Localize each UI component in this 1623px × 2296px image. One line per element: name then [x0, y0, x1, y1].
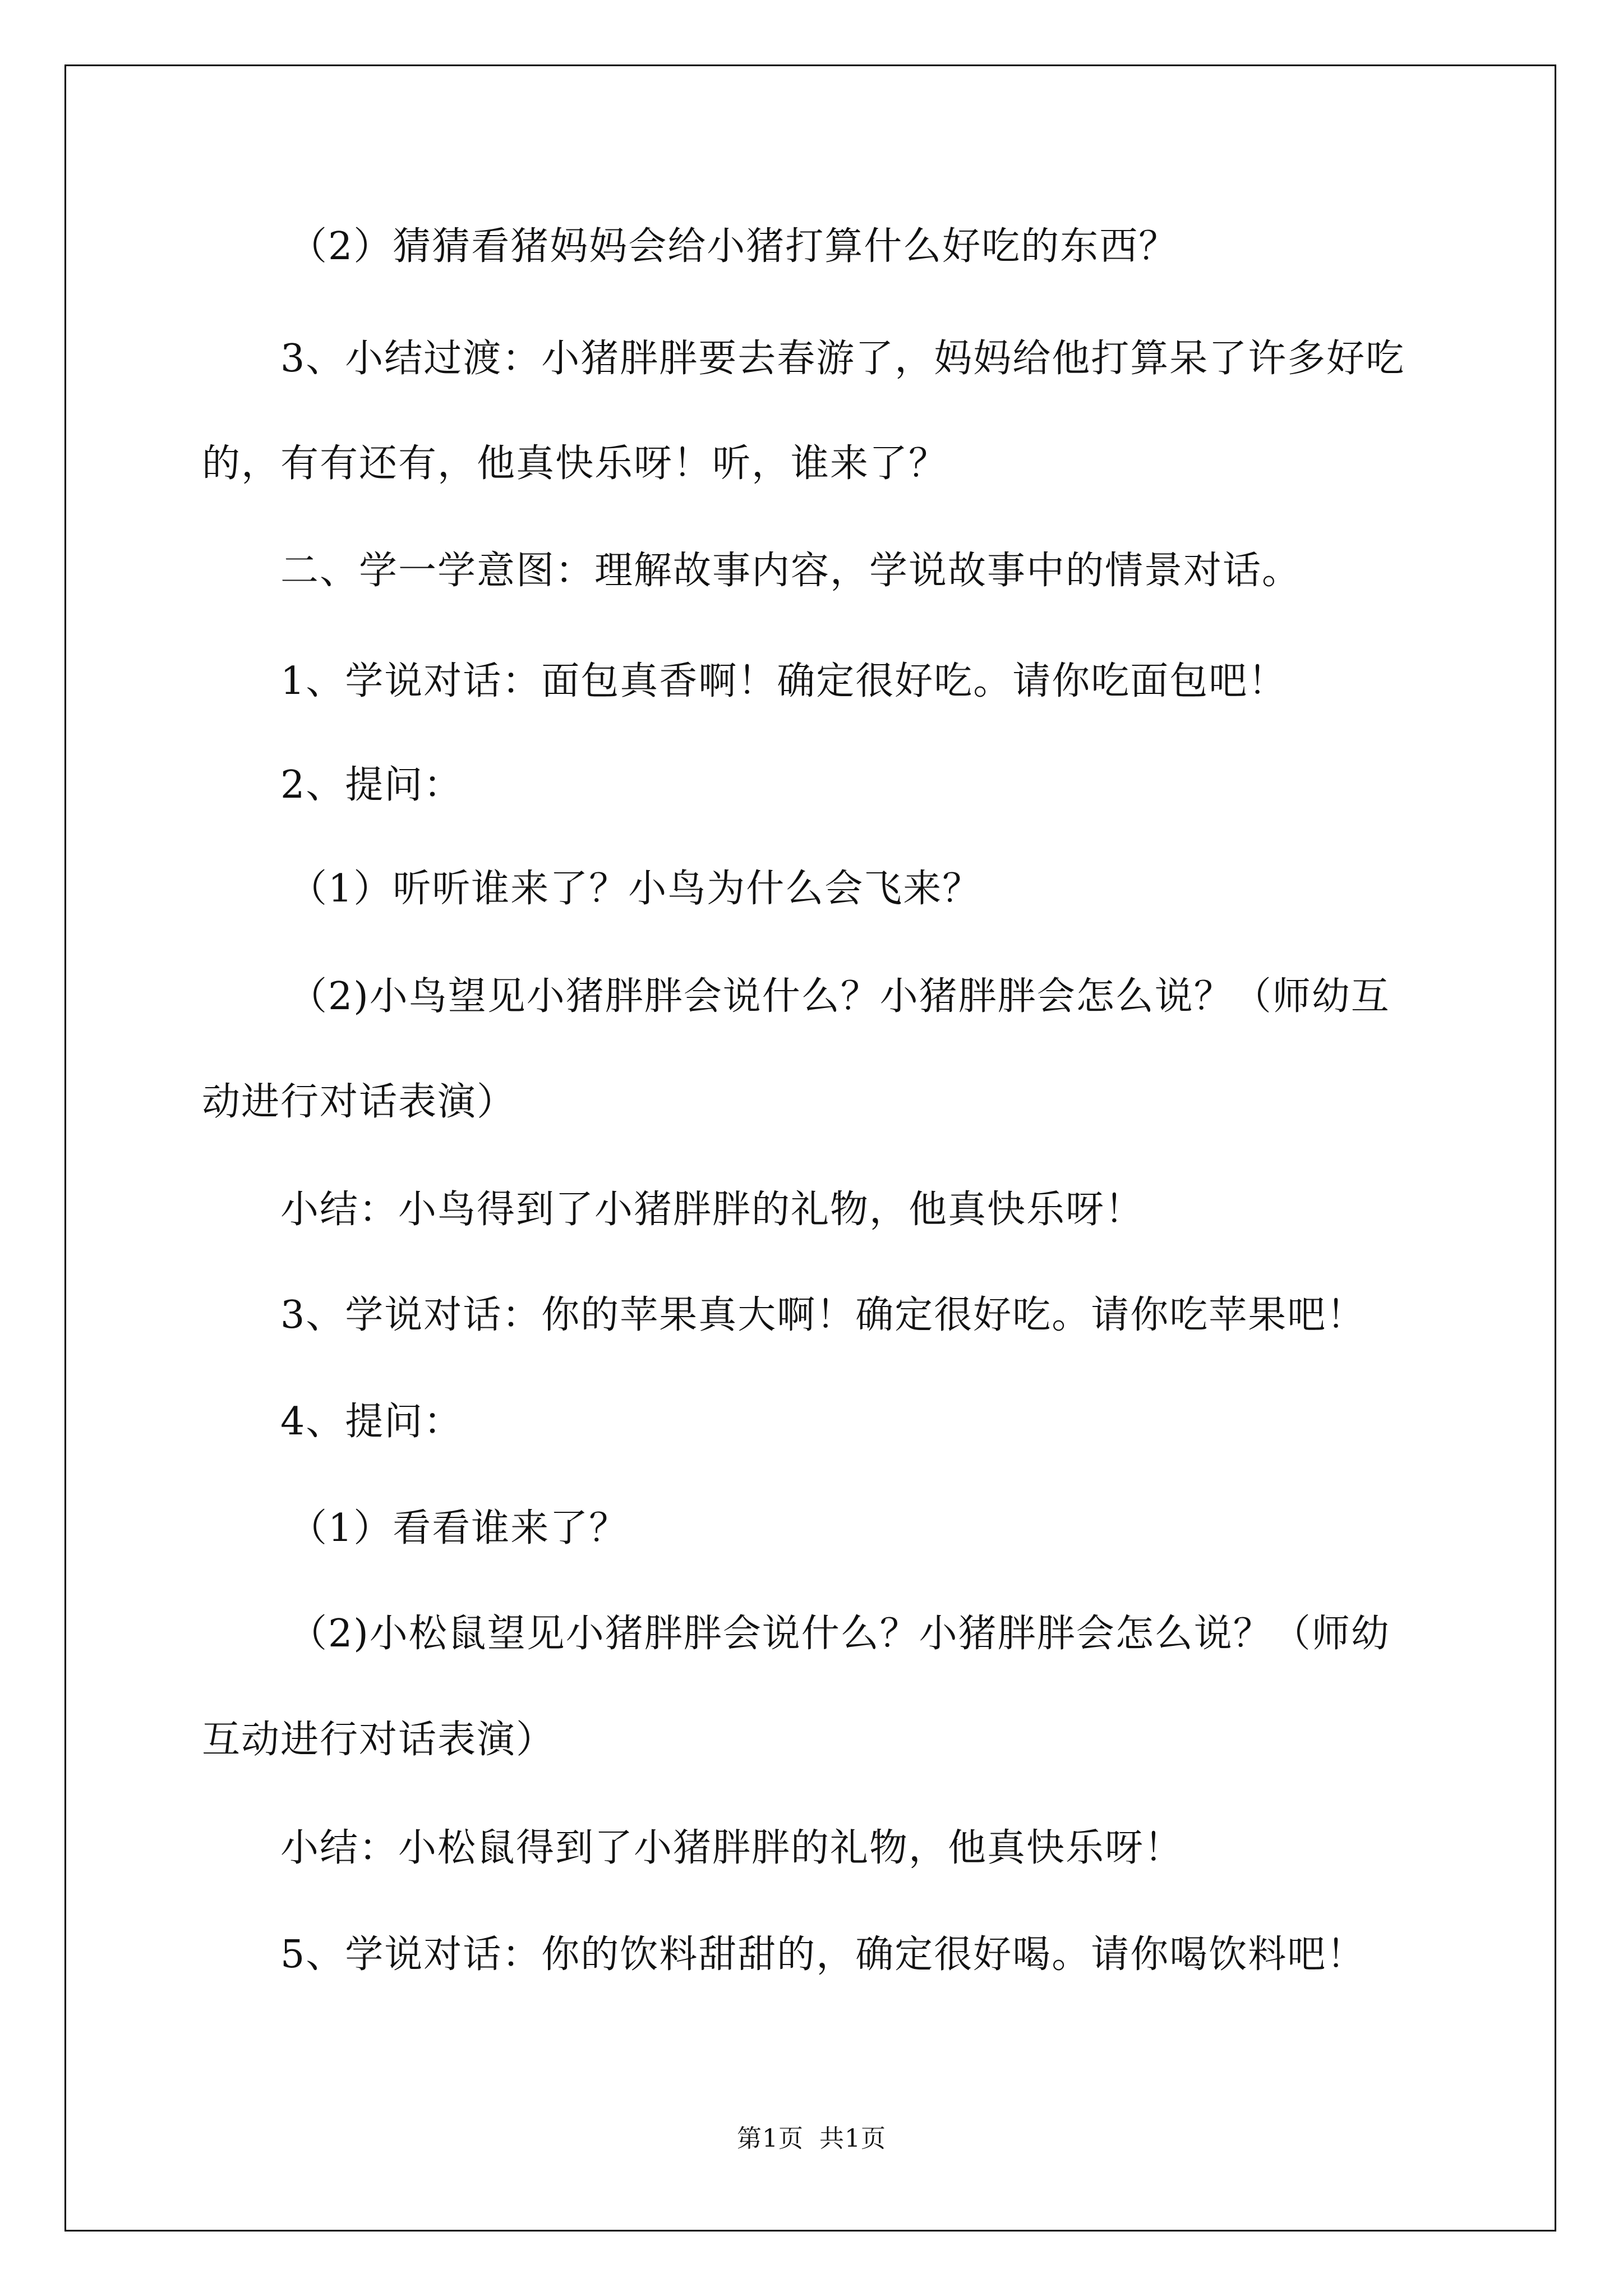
page-number: 第1页: [737, 2124, 804, 2153]
text-line: （2）猜猜看猪妈妈会给小猪打算什么好吃的东西？: [289, 224, 1178, 269]
text-line: （2)小鸟望见小猪胖胖会说什么？小猪胖胖会怎么说？（师幼互: [289, 974, 1390, 1019]
text-line: 2、提问：: [280, 763, 463, 807]
text-line: 1、学说对话：面包真香啊！确定很好吃。请你吃面包吧！: [280, 659, 1288, 703]
text-line: 二、学一学意图：理解故事内容，学说故事中的情景对话。: [280, 549, 1302, 593]
page-total: 共1页: [819, 2124, 886, 2153]
text-line: 4、提问：: [280, 1400, 463, 1444]
text-line: 3、学说对话：你的苹果真大啊！确定很好吃。请你吃苹果吧！: [280, 1293, 1366, 1337]
text-line: 5、学说对话：你的饮料甜甜的，确定很好喝。请你喝饮料吧！: [280, 1932, 1366, 1977]
text-line: （1）听听谁来了？小鸟为什么会飞来？: [289, 867, 982, 911]
text-line: （1）看看谁来了？: [289, 1506, 629, 1550]
text-line: 小结：小松鼠得到了小猪胖胖的礼物，他真快乐呀！: [280, 1826, 1184, 1870]
text-line: 小结：小鸟得到了小猪胖胖的礼物，他真快乐呀！: [280, 1188, 1145, 1232]
page-border: [64, 65, 1556, 2231]
text-line: 3、小结过渡：小猪胖胖要去春游了，妈妈给他打算呆了许多好吃: [280, 337, 1405, 381]
text-line: 互动进行对话表演）: [202, 1718, 556, 1762]
text-line: 动进行对话表演）: [202, 1080, 517, 1124]
page-footer: [0, 2123, 1623, 2155]
text-line: （2)小松鼠望见小猪胖胖会说什么？小猪胖胖会怎么说？（师幼: [289, 1612, 1390, 1656]
text-line: 的，有有还有，他真快乐呀！听，谁来了？: [202, 441, 948, 486]
